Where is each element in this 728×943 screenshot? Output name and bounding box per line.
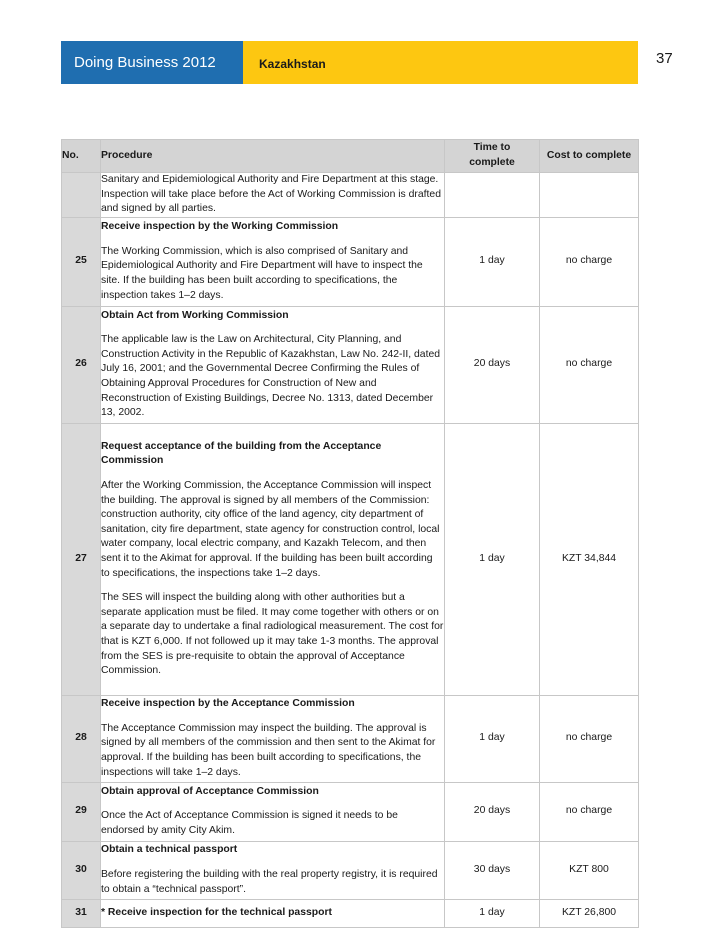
time-cell: 1 day <box>445 899 540 927</box>
column-header-time <box>445 140 540 173</box>
row-number: 26 <box>62 306 101 423</box>
procedure-description: The Working Commission, which is also comprised of Sanitary and Epidemiological Authority and Fire Department will have to inspect the site. If the building has been built according to specifications, the inspection takes 1–2 days. <box>101 245 423 301</box>
publication-banner <box>61 41 243 84</box>
procedure-cell <box>101 695 445 782</box>
time-cell: 30 days <box>445 841 540 899</box>
table-row <box>62 306 639 423</box>
procedure-cell <box>101 782 445 841</box>
cost-cell: KZT 800 <box>540 841 639 899</box>
cost-cell: no charge <box>540 306 639 423</box>
publication-title: Doing Business 2012 <box>74 54 216 71</box>
row-number: 29 <box>62 782 101 841</box>
procedure-description: Once the Act of Acceptance Commission is signed it needs to be endorsed by amity City Akim. <box>101 810 398 837</box>
table-row <box>62 695 639 782</box>
time-cell: 1 day <box>445 695 540 782</box>
procedures-table <box>61 139 639 928</box>
continuation-text: Sanitary and Epidemiological Authority and Fire Department at this stage. Inspection will take place before the Act of Working Commission is drafted and signed by all parties. <box>101 173 445 218</box>
procedure-title: Receive inspection by the Acceptance Commission <box>101 698 355 710</box>
time-empty <box>445 173 540 218</box>
table-row <box>62 841 639 899</box>
procedure-description-extra: The SES will inspect the building along with other authorities but a separate application must be filed. It may come together with others or on a separate day to undertake a final radiological measurement. The cost for that is KZT 6,000. If not followed up it may take 1-3 months. The approval from the SES is pre-requisite to obtain the approval of Acceptance Commission. <box>101 592 444 677</box>
procedure-description: After the Working Commission, the Acceptance Commission will inspect the building. The approval is signed by all members of the Commission: construction authority, city office of the land agency, city department of sanitation, city fire department, state agency for construction control, local water company, local electric company, and Kazakh Telecom, and then sent it to the Akimat for approval. If the building has been built according to specifications, the inspections take 1–2 days. <box>101 480 440 579</box>
table-row <box>62 217 639 306</box>
page-number: 37 <box>656 50 673 67</box>
table-row <box>62 423 639 695</box>
column-header-no: No. <box>62 140 101 173</box>
procedure-description: The applicable law is the Law on Architectural, City Planning, and Construction Activity in the Republic of Kazakhstan, Law No. 242-II, dated July 16, 2001; and the Governmental Decree Confirming the Rules of Obtaining Approval Procedures for Construction of New and Reconstruction of Existing Buildings, Decree No. 1313, dated December 13, 2002. <box>101 334 441 419</box>
row-number: 31 <box>62 899 101 927</box>
time-cell: 20 days <box>445 306 540 423</box>
row-number: 30 <box>62 841 101 899</box>
row-number-empty <box>62 173 101 218</box>
procedure-title: Obtain approval of Acceptance Commission <box>101 785 319 797</box>
column-header-time-line1: Time to <box>473 142 511 154</box>
row-number: 27 <box>62 423 101 695</box>
column-header-time-line2: complete <box>469 157 515 168</box>
row-number: 28 <box>62 695 101 782</box>
cost-cell: no charge <box>540 217 639 306</box>
procedure-cell <box>101 217 445 306</box>
column-header-cost: Cost to complete <box>540 140 639 173</box>
column-header-procedure: Procedure <box>101 140 445 173</box>
procedure-title: Request acceptance of the building from the Acceptance Commission <box>101 440 382 467</box>
procedure-cell <box>101 306 445 423</box>
table-row <box>62 782 639 841</box>
time-cell: 1 day <box>445 423 540 695</box>
procedure-title: * Receive inspection for the technical passport <box>101 906 332 918</box>
cost-cell: KZT 34,844 <box>540 423 639 695</box>
table-row-continuation <box>62 173 639 218</box>
cost-empty <box>540 173 639 218</box>
procedure-title: Receive inspection by the Working Commission <box>101 221 339 233</box>
procedure-cell <box>101 899 445 927</box>
procedure-title: Obtain a technical passport <box>101 844 238 856</box>
country-banner <box>243 41 638 84</box>
procedure-description: The Acceptance Commission may inspect the building. The approval is signed by all members of the commission and then sent to the Akimat for approval. If the building has been built according to specifications, the inspections will take 1–2 days. <box>101 722 436 778</box>
time-cell: 20 days <box>445 782 540 841</box>
procedure-cell <box>101 841 445 899</box>
cost-cell: no charge <box>540 782 639 841</box>
procedure-cell <box>101 423 445 695</box>
cost-cell: no charge <box>540 695 639 782</box>
time-cell: 1 day <box>445 217 540 306</box>
cost-cell: KZT 26,800 <box>540 899 639 927</box>
procedure-description: Before registering the building with the real property registry, it is required to obtain a “technical passport”. <box>101 868 438 895</box>
row-number: 25 <box>62 217 101 306</box>
country-title: Kazakhstan <box>259 57 326 71</box>
table-header-row <box>62 140 639 173</box>
procedure-title: Obtain Act from Working Commission <box>101 309 289 321</box>
table-row <box>62 899 639 927</box>
